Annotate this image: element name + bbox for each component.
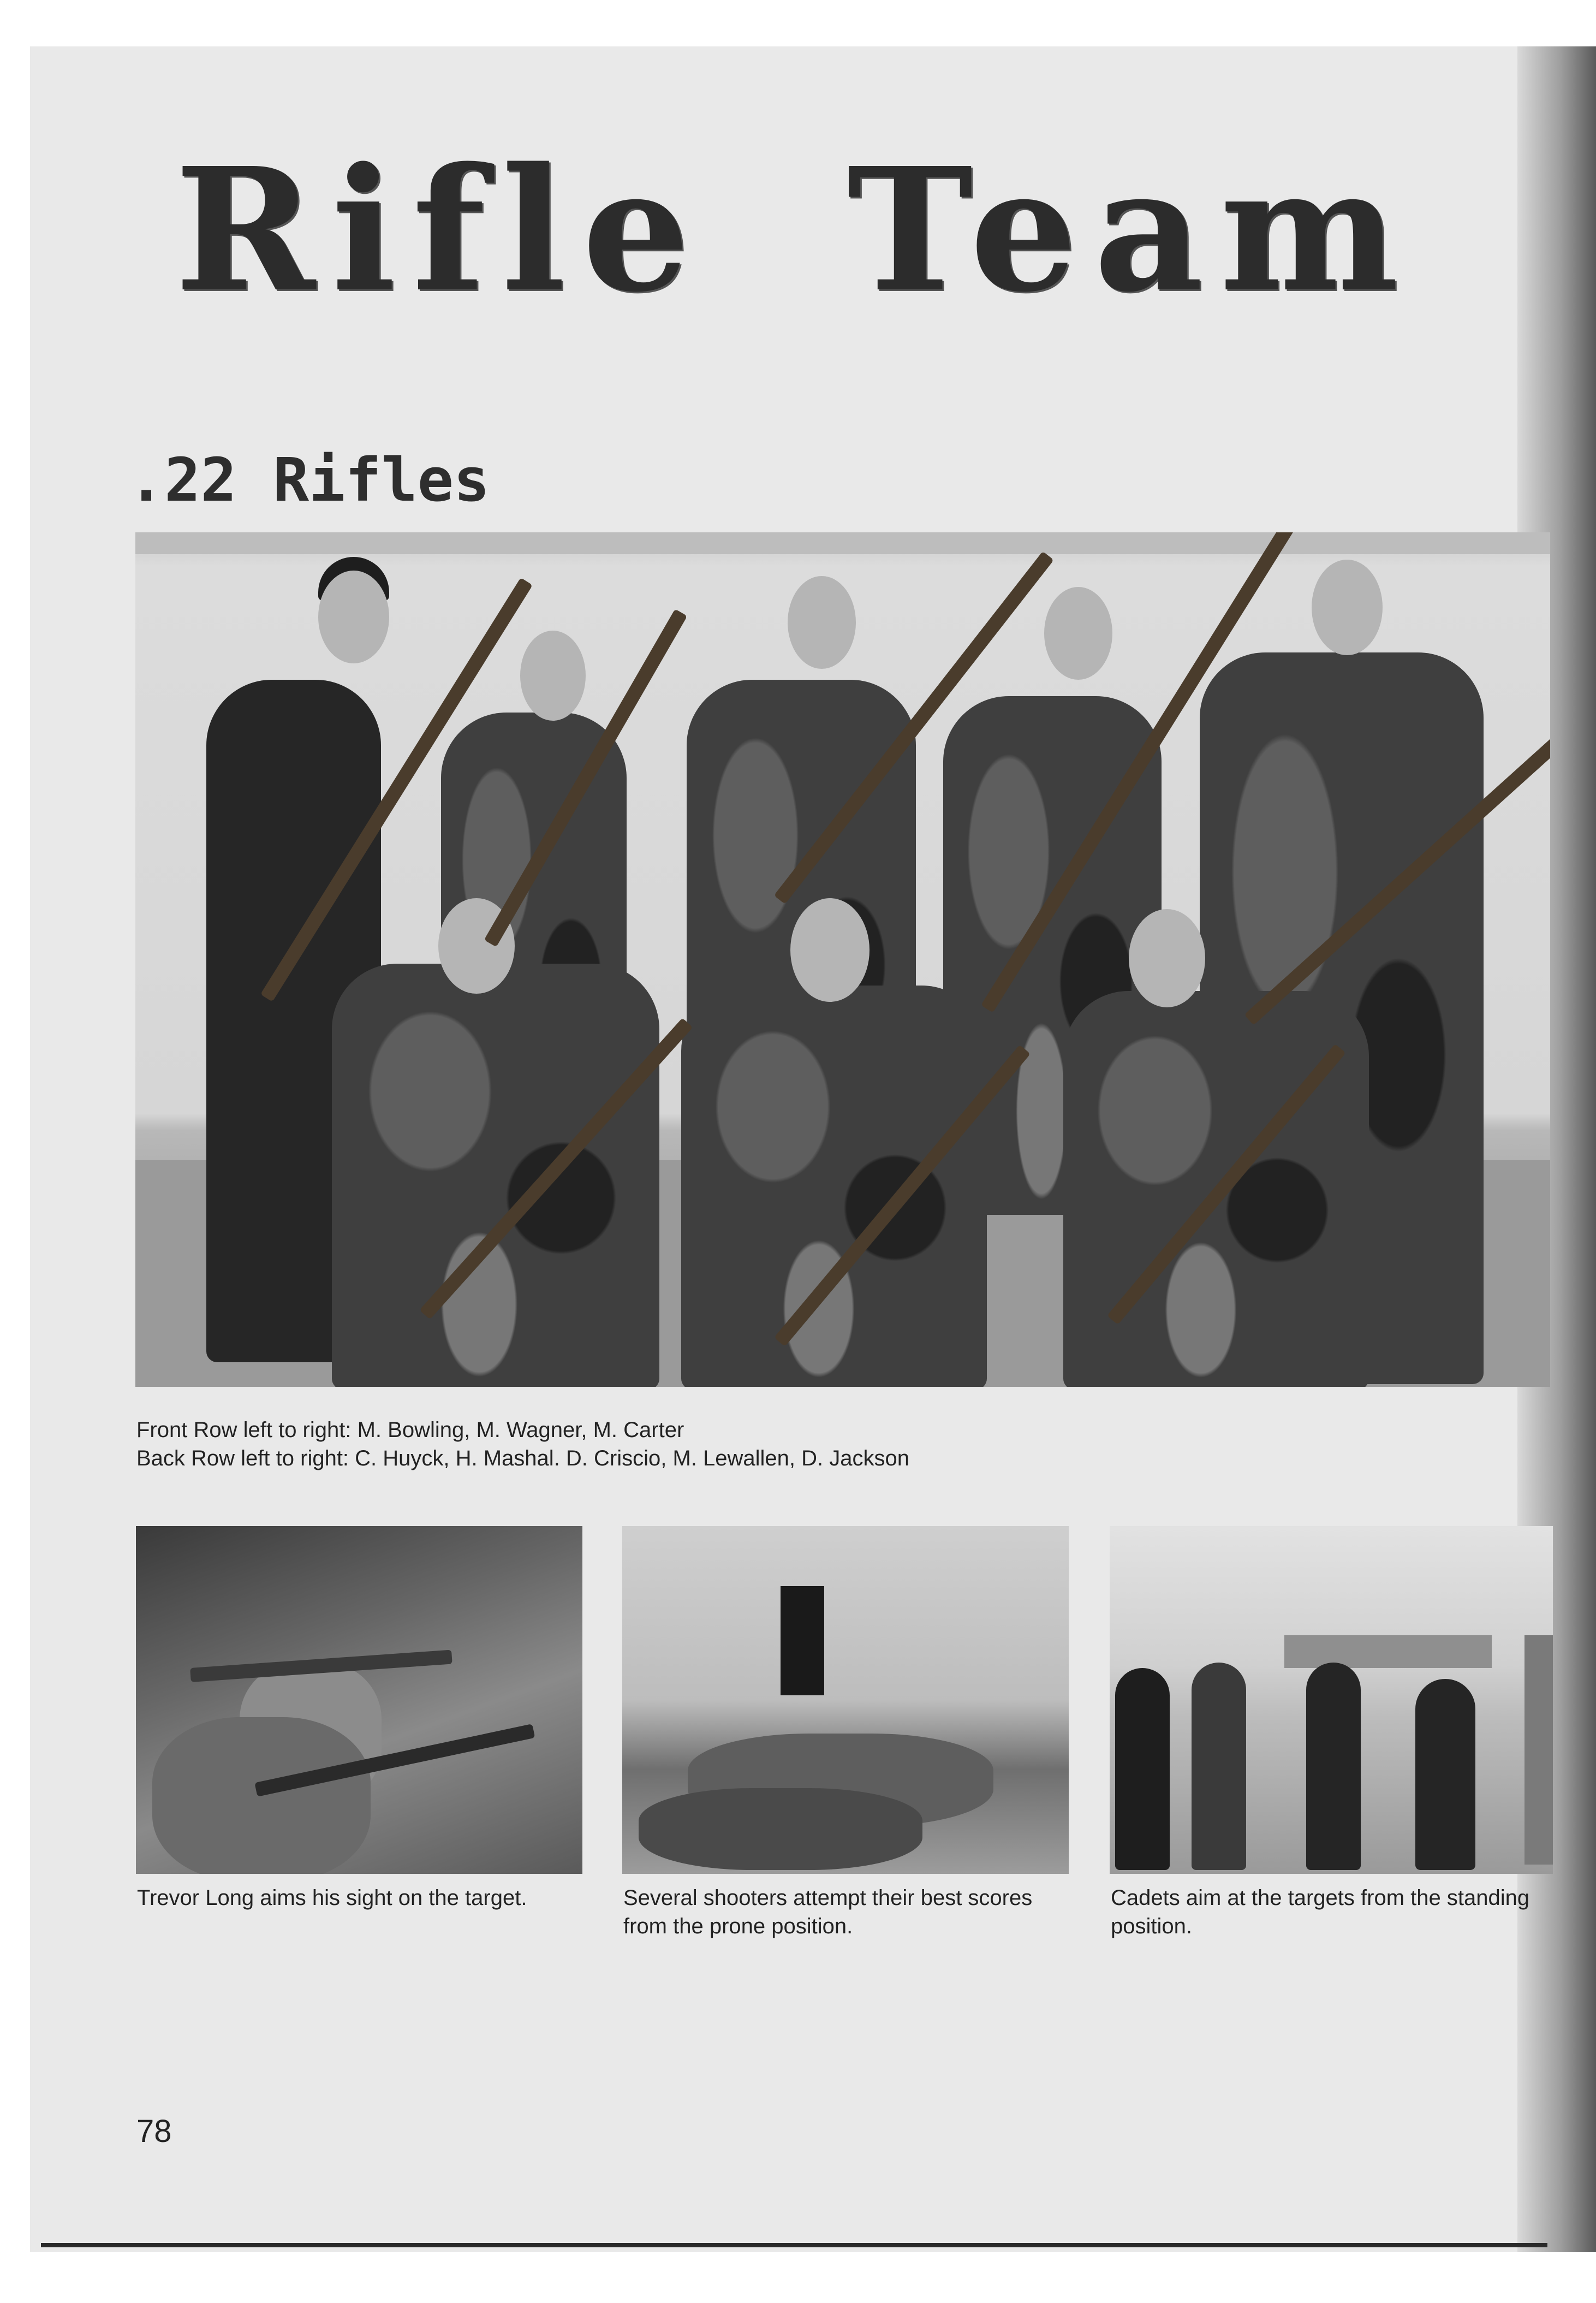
photo-3-caption-line-1: Cadets aim at the targets from the standing — [1111, 1886, 1530, 1910]
page-number: 78 — [136, 2114, 172, 2149]
photo-2-caption-line-1: Several shooters attempt their best scores — [623, 1886, 1033, 1910]
cadet-front-2 — [681, 986, 987, 1387]
cadet-front-1 — [332, 964, 659, 1387]
team-photo-caption-line-1: Front Row left to right: M. Bowling, M. Wagner, M. Carter — [136, 1418, 684, 1442]
wall-trim — [135, 532, 1550, 554]
team-photo-caption-line-2: Back Row left to right: C. Huyck, H. Mashal. D. Criscio, M. Lewallen, D. Jackson — [136, 1446, 909, 1470]
cadet-head — [1129, 909, 1205, 1007]
photo-1-caption: Trevor Long aims his sight on the target. — [137, 1886, 527, 1910]
cadet-standing — [1415, 1679, 1475, 1870]
cadet-standing — [1115, 1668, 1170, 1870]
cadet-head — [1044, 587, 1112, 680]
cadet-standing — [1192, 1663, 1246, 1870]
photo-trevor-long-aiming — [136, 1526, 582, 1874]
cadet-head — [520, 631, 586, 721]
cadet-head — [790, 898, 870, 1002]
photo-2-caption-line-2: from the prone position. — [623, 1914, 853, 1938]
cadet-head — [318, 571, 389, 663]
cadet-head — [788, 576, 856, 669]
range-door — [781, 1586, 824, 1695]
section-subtitle: .22 Rifles — [128, 445, 490, 515]
page-title: Rifle Team — [175, 131, 1415, 330]
page-bottom-rule — [41, 2243, 1547, 2247]
team-group-photo — [135, 532, 1550, 1387]
side-wall — [1524, 1635, 1553, 1865]
photo-3-caption-line-2: position. — [1111, 1914, 1192, 1938]
cadet-standing — [1306, 1663, 1361, 1870]
photo-prone-shooters — [622, 1526, 1069, 1874]
target-line — [1284, 1635, 1492, 1668]
cadet-head — [1312, 560, 1383, 655]
photo-standing-shooters — [1110, 1526, 1553, 1874]
prone-shooter-foreground — [639, 1788, 922, 1870]
